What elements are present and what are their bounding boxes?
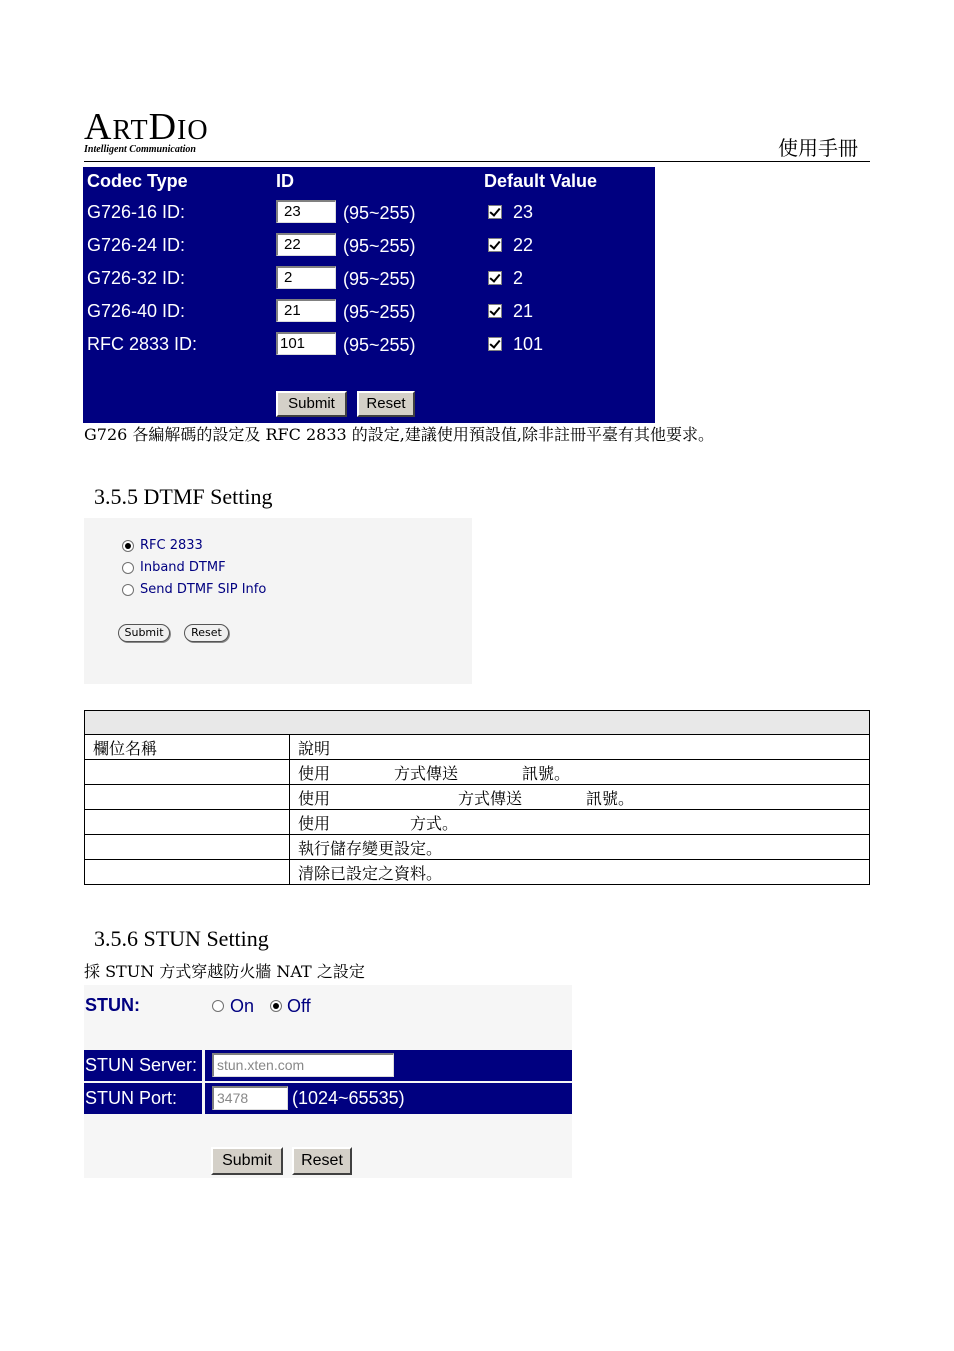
stun-reset-button[interactable]: Reset <box>292 1147 352 1175</box>
stun-port-row <box>84 1083 572 1114</box>
field-name-cell <box>85 785 290 810</box>
field-name-cell <box>85 835 290 860</box>
dtmf-option-label: Send DTMF SIP Info <box>140 582 267 597</box>
stun-port-label: STUN Port: <box>85 1088 178 1108</box>
column-header-desc: 說明 <box>290 735 870 760</box>
row-separator <box>202 1083 205 1114</box>
codec-settings-panel <box>83 167 655 423</box>
table-title <box>85 711 870 735</box>
default-value-checkbox[interactable] <box>488 205 502 219</box>
codec-submit-button[interactable]: Submit <box>276 391 347 417</box>
stun-on-label: On <box>230 996 255 1016</box>
dtmf-radio-rfc2833[interactable] <box>122 540 134 552</box>
dtmf-settings-panel <box>84 518 472 684</box>
row-separator <box>202 1050 205 1081</box>
stun-label: STUN: <box>85 995 140 1015</box>
codec-range-text: (95~255) <box>343 236 416 256</box>
default-value-checkbox[interactable] <box>488 238 502 252</box>
codec-note: G726 各編解碼的設定及 RFC 2833 的設定,建議使用預設值,除非註冊平臺有其他要求。 <box>84 425 714 444</box>
stun-submit-button[interactable]: Submit <box>211 1147 283 1175</box>
default-value-text: 23 <box>513 202 534 222</box>
column-header-name: 欄位名稱 <box>85 735 290 760</box>
codec-row-label: G726-16 ID: <box>87 202 186 222</box>
table-row <box>85 760 870 785</box>
table-row <box>85 810 870 835</box>
dtmf-field-table <box>84 710 870 885</box>
table-row <box>85 860 870 885</box>
default-value-checkbox[interactable] <box>488 337 502 351</box>
field-desc-cell: 使用 方式。 <box>290 810 870 835</box>
codec-range-text: (95~255) <box>343 302 416 322</box>
default-value-text: 22 <box>513 235 534 255</box>
stun-server-input[interactable]: stun.xten.com <box>212 1053 394 1077</box>
table-header-row <box>85 735 870 760</box>
stun-server-label: STUN Server: <box>85 1055 198 1075</box>
dtmf-option-label: RFC 2833 <box>140 538 203 553</box>
codec-id-header: ID <box>276 171 294 191</box>
dtmf-radio-sip-info[interactable] <box>122 584 134 596</box>
stun-section-title: 3.5.6 STUN Setting <box>94 926 269 951</box>
dtmf-radio-inband[interactable] <box>122 562 134 574</box>
codec-row-label: G726-32 ID: <box>87 268 186 288</box>
logo-tagline: Intelligent Communication <box>84 144 196 155</box>
codec-id-input[interactable]: 2 <box>276 266 336 289</box>
default-value-text: 101 <box>513 334 544 354</box>
dtmf-section-title: 3.5.5 DTMF Setting <box>94 484 273 509</box>
field-desc-cell: 使用 方式傳送 訊號。 <box>290 760 870 785</box>
stun-off-radio[interactable] <box>270 1000 282 1012</box>
stun-off-label: Off <box>287 996 311 1016</box>
field-name-cell <box>85 810 290 835</box>
codec-range-text: (95~255) <box>343 335 416 355</box>
dtmf-reset-button[interactable]: Reset <box>184 624 229 642</box>
default-value-text: 2 <box>513 268 524 288</box>
dtmf-submit-button[interactable]: Submit <box>118 624 170 642</box>
header-divider <box>84 161 870 162</box>
dtmf-option-label: Inband DTMF <box>140 560 226 575</box>
field-desc-cell: 執行儲存變更設定。 <box>290 835 870 860</box>
codec-row-label: RFC 2833 ID: <box>87 334 198 354</box>
codec-id-input[interactable]: 23 <box>276 200 336 223</box>
codec-range-text: (95~255) <box>343 203 416 223</box>
stun-port-input[interactable]: 3478 <box>212 1086 288 1110</box>
table-row <box>85 835 870 860</box>
codec-type-header: Codec Type <box>87 171 188 191</box>
stun-port-range: (1024~65535) <box>292 1088 405 1108</box>
default-value-checkbox[interactable] <box>488 304 502 318</box>
default-value-checkbox[interactable] <box>488 271 502 285</box>
codec-range-text: (95~255) <box>343 269 416 289</box>
field-desc-cell: 清除已設定之資料。 <box>290 860 870 885</box>
codec-row-label: G726-24 ID: <box>87 235 186 255</box>
artdio-logo: ARTDIO <box>84 106 209 148</box>
field-desc-cell: 使用 方式傳送 訊號。 <box>290 785 870 810</box>
field-name-cell <box>85 760 290 785</box>
field-name-cell <box>85 860 290 885</box>
stun-settings-panel <box>84 985 572 1178</box>
codec-id-input[interactable]: 101 <box>276 332 336 355</box>
default-value-text: 21 <box>513 301 534 321</box>
codec-id-input[interactable]: 21 <box>276 299 336 322</box>
stun-intro: 採 STUN 方式穿越防火牆 NAT 之設定 <box>84 962 365 981</box>
stun-on-radio[interactable] <box>212 1000 224 1012</box>
stun-server-row <box>84 1050 572 1081</box>
codec-row-label: G726-40 ID: <box>87 301 186 321</box>
manual-title: 使用手冊 <box>778 136 858 160</box>
codec-reset-button[interactable]: Reset <box>357 391 415 417</box>
codec-id-input[interactable]: 22 <box>276 233 336 256</box>
codec-default-header: Default Value <box>484 171 598 191</box>
table-row <box>85 785 870 810</box>
